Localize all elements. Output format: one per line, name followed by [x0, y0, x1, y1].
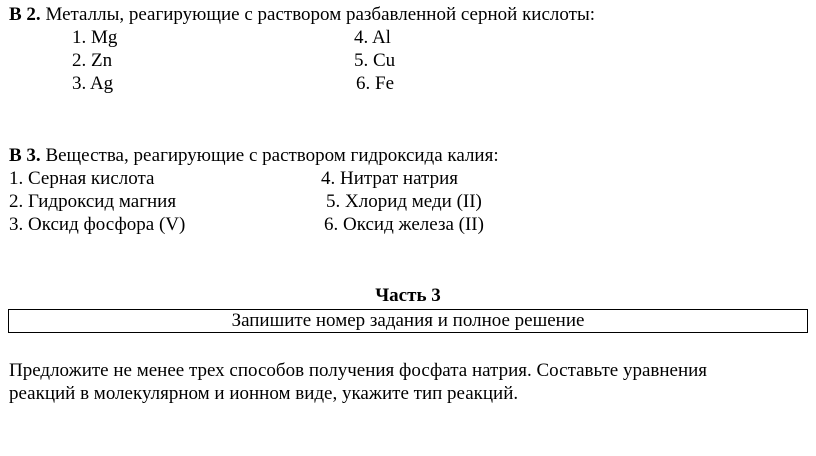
question-b3-heading	[9, 145, 499, 167]
b3-option-2: 2. Гидроксид магния	[9, 191, 177, 212]
question-b2-label: В 2.	[9, 4, 41, 25]
question-b2-heading	[9, 4, 595, 26]
task-text-line-2: реакций в молекулярном и ионном виде, укажите тип реакций.	[9, 383, 519, 404]
b3-option-5: 5. Хлорид меди (II)	[326, 191, 482, 212]
question-b3-text: Вещества, реагирующие с раствором гидроксида калия:	[40, 145, 499, 166]
b3-option-3: 3. Оксид фосфора (V)	[9, 214, 186, 235]
b2-option-6: 6. Fe	[356, 73, 394, 94]
part3-instruction-box: Запишите номер задания и полное решение	[8, 309, 808, 333]
b3-option-6: 6. Оксид железа (II)	[324, 214, 484, 235]
question-b2-text: Металлы, реагирующие с раствором разбавленной серной кислоты:	[40, 4, 595, 25]
b2-option-2: 2. Zn	[72, 50, 113, 71]
b2-option-5: 5. Cu	[354, 50, 396, 71]
question-b3-label: В 3.	[9, 145, 41, 166]
b3-option-1: 1. Серная кислота	[9, 168, 155, 189]
b2-option-3: 3. Ag	[72, 73, 114, 94]
part3-title: Часть 3	[375, 285, 441, 306]
b2-option-1: 1. Mg	[72, 27, 118, 48]
task-text-line-1: Предложите не менее трех способов получения фосфата натрия. Составьте уравнения	[9, 360, 708, 381]
b3-option-4: 4. Нитрат натрия	[321, 168, 458, 189]
b2-option-4: 4. Al	[354, 27, 391, 48]
